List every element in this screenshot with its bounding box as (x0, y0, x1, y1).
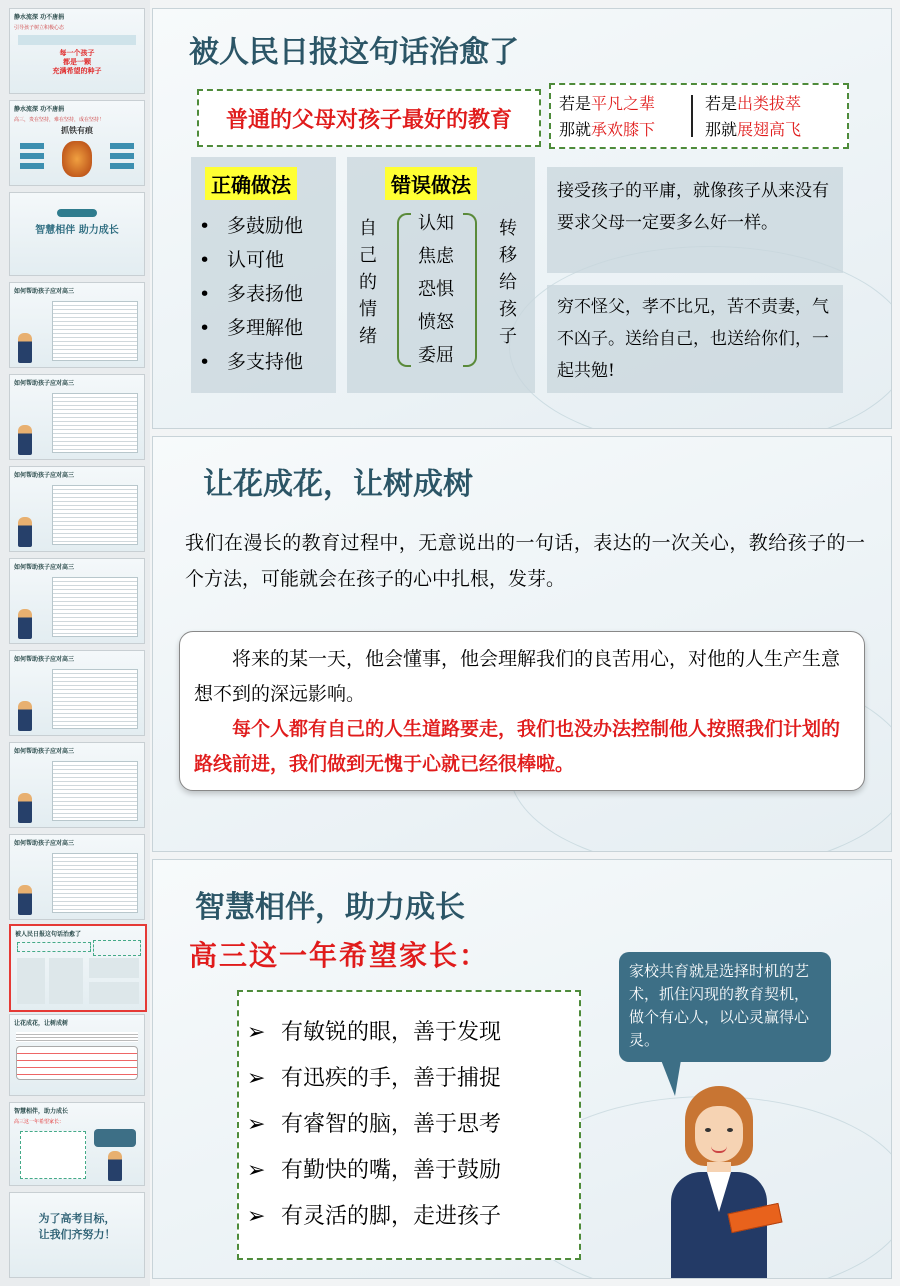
thumb-title: 如何帮助孩子应对高三 (14, 472, 75, 479)
thumb-title: 静水流深 功不唐捐 (14, 106, 65, 113)
slide-title: 让花成花，让树成树 (203, 467, 473, 502)
bullet-icon: • (199, 215, 211, 237)
thumb-title: 如何帮助孩子应对高三 (14, 288, 75, 295)
wrong-right-char: 移 (499, 245, 517, 266)
quote-black: 将来的某一天，他会懂事，他会理解我们的良苦用心，对他的人生产生意想不到的深远影响。 (194, 648, 841, 705)
slide-2 (152, 436, 892, 852)
arrow-bullet-icon: ➢ (247, 1204, 266, 1229)
correct-item-text: 多支持他 (227, 351, 304, 373)
right-bracket (463, 213, 477, 367)
thumb-sub: 高三，贵在坚持，难在坚持，成在坚持！ (14, 117, 105, 123)
wish-list-box (237, 990, 581, 1260)
wrong-right-char: 孩 (499, 299, 517, 320)
banner-box (197, 89, 541, 147)
speech-bubble: 家校共育就是选择时机的艺术，抓住闪现的教育契机，做个有心人，以心灵赢得心灵。 (619, 952, 831, 1062)
pair-2: 若是出类拔萃 那就展翅高飞 (705, 94, 802, 139)
wrong-middle-char: 认知 (418, 213, 454, 234)
thumb-title: 被人民日报这句话治愈了 (15, 931, 82, 938)
wrong-middle-char: 焦虑 (418, 246, 454, 267)
thumb-line: 为了高考目标， (38, 1212, 116, 1225)
wish-item-text: 有勤快的嘴，善于鼓励 (281, 1158, 502, 1183)
wish-item (247, 1010, 501, 1056)
thumb-title: 如何帮助孩子应对高三 (14, 840, 75, 847)
bullet-icon: • (199, 317, 211, 339)
slide-thumbnail-panel (0, 0, 150, 1286)
slide-thumb-11-active[interactable] (9, 924, 147, 1012)
teacher-figure (18, 609, 32, 639)
correct-item (199, 345, 334, 379)
wrong-panel (347, 157, 535, 393)
thumb-caption: 抓铁有痕 (61, 126, 93, 135)
thumb-line: 让我们齐努力！ (38, 1228, 116, 1241)
wish-item-text: 有迅疾的手，善于捕捉 (281, 1066, 502, 1091)
thumb-sub: 引导孩子树立积极心态 (14, 25, 65, 31)
thumb-line: 都是一颗 (63, 58, 91, 66)
wrong-left-char: 己 (359, 245, 377, 266)
divider (691, 95, 693, 137)
wrong-heading: 错误做法 (385, 167, 477, 200)
wrong-middle-column (411, 207, 461, 372)
slide-thumb-4[interactable] (9, 282, 145, 368)
slide-title: 被人民日报这句话治愈了 (189, 35, 519, 70)
correct-heading: 正确做法 (205, 167, 297, 200)
teacher-figure (18, 885, 32, 915)
correct-item (199, 209, 334, 243)
thumb-sub: 高三这一年希望家长： (14, 1119, 65, 1125)
slide-thumb-6[interactable] (9, 466, 145, 552)
slide-thumb-8[interactable] (9, 650, 145, 736)
wish-item (247, 1148, 501, 1194)
bullet-icon: • (199, 249, 211, 271)
note-1: 接受孩子的平庸，就像孩子从来没有要求父母一定要多么好一样。 (547, 167, 843, 273)
teacher-figure (18, 517, 32, 547)
slide-thumb-3[interactable] (9, 192, 145, 276)
slide-thumb-13[interactable] (9, 1102, 145, 1186)
intro-paragraph: 我们在漫长的教育过程中，无意说出的一句话，表达的一次关心，教给孩子的一个方法，可能就会在孩子的心中扎根，发芽。 (185, 532, 865, 590)
slide-3 (152, 859, 892, 1279)
slide-thumb-10[interactable] (9, 834, 145, 920)
wrong-left-char: 情 (359, 299, 377, 320)
correct-item (199, 277, 334, 311)
slide-title: 智慧相伴，助力成长 (195, 890, 465, 925)
thumb-title: 静水流深 功不唐捐 (14, 14, 65, 21)
wish-item (247, 1102, 501, 1148)
correct-item-text: 多理解他 (227, 317, 304, 339)
wrong-middle-char: 愤怒 (418, 312, 454, 333)
quote-red: 每个人都有自己的人生道路要走，我们也没办法控制他人按照我们计划的路线前进，我们做到无愧于心就已经很棒啦。 (194, 718, 841, 775)
slide-thumb-2[interactable] (9, 100, 145, 186)
arrow-bullet-icon: ➢ (247, 1020, 266, 1045)
slide-thumb-14[interactable] (9, 1192, 145, 1278)
thumb-title: 如何帮助孩子应对高三 (14, 380, 75, 387)
teacher-figure (18, 425, 32, 455)
slide-thumb-7[interactable] (9, 558, 145, 644)
correct-list (199, 209, 334, 379)
wrong-left-char: 的 (359, 272, 377, 293)
slide-thumb-12[interactable] (9, 1014, 145, 1096)
pairs-box (549, 83, 849, 149)
thumb-line: 充满希望的种子 (52, 67, 102, 75)
wish-item-text: 有睿智的脑，善于思考 (281, 1112, 502, 1137)
teacher-figure (18, 333, 32, 363)
correct-item (199, 243, 334, 277)
teacher-figure (18, 793, 32, 823)
bullet-icon: • (199, 283, 211, 305)
wrong-middle-char: 恐惧 (418, 279, 454, 300)
wish-item-text: 有敏锐的眼，善于发现 (281, 1020, 502, 1045)
banner-text: 普通的父母对孩子最好的教育 (225, 106, 512, 133)
arrow-bullet-icon: ➢ (247, 1112, 266, 1137)
wrong-right-char: 给 (499, 272, 517, 293)
thumb-title: 让花成花，让树成树 (14, 1020, 69, 1027)
wish-item (247, 1056, 501, 1102)
arrow-bullet-icon: ➢ (247, 1066, 266, 1091)
quote-box (179, 631, 865, 791)
wish-item (247, 1194, 501, 1240)
wrong-right-column (497, 215, 519, 350)
teacher-figure (659, 1086, 779, 1278)
slide-subtitle: 高三这一年希望家长： (189, 939, 490, 972)
left-bracket (397, 213, 411, 367)
wrong-left-char: 自 (359, 218, 377, 239)
thumb-title: 智慧相伴 助力成长 (35, 225, 119, 236)
thumb-title: 如何帮助孩子应对高三 (14, 656, 75, 663)
correct-item (199, 311, 334, 345)
wrong-right-char: 子 (499, 326, 517, 347)
note-2: 穷不怪父，孝不比兄，苦不责妻，气不凶子。送给自己，也送给你们，一起共勉! (547, 285, 843, 393)
wrong-middle-char: 委屈 (418, 345, 454, 366)
slide-thumb-9[interactable] (9, 742, 145, 828)
arrow-bullet-icon: ➢ (247, 1158, 266, 1183)
slide-1 (152, 8, 892, 429)
wrong-left-char: 绪 (359, 326, 377, 347)
pair-1: 若是平凡之辈 那就承欢膝下 (559, 94, 656, 139)
wish-list (247, 1010, 501, 1240)
correct-panel (191, 157, 336, 393)
correct-item-text: 多表扬他 (227, 283, 304, 305)
bullet-icon: • (199, 351, 211, 373)
wrong-left-column (357, 215, 379, 350)
wrong-right-char: 转 (499, 218, 517, 239)
correct-item-text: 认可他 (227, 249, 285, 271)
teacher-figure (18, 701, 32, 731)
fist-illustration (62, 141, 92, 177)
thumb-title: 如何帮助孩子应对高三 (14, 748, 75, 755)
correct-item-text: 多鼓励他 (227, 215, 304, 237)
slide-thumb-5[interactable] (9, 374, 145, 460)
slide-thumb-1[interactable] (9, 8, 145, 94)
wish-item-text: 有灵活的脚，走进孩子 (281, 1204, 502, 1229)
thumb-title: 如何帮助孩子应对高三 (14, 564, 75, 571)
thumb-title: 智慧相伴，助力成长 (14, 1108, 69, 1115)
thumb-line: 每一个孩子 (59, 49, 95, 57)
